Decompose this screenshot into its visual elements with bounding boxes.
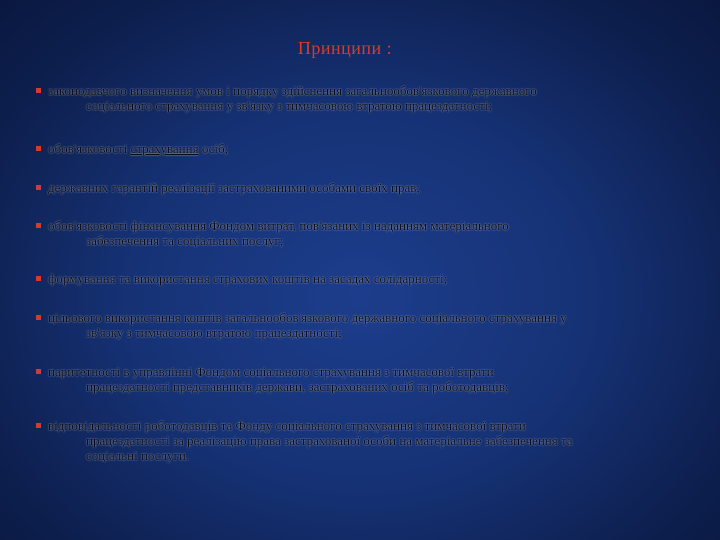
item-text-line1: законодавчого визначення умов і порядку здійснення загальнообов'язкового державного — [48, 83, 537, 98]
list-item — [36, 310, 688, 340]
list-item — [36, 364, 688, 394]
item-text-line3: соціальні послуги. — [86, 448, 190, 463]
item-text-line2: забезпечення та соціальних послуг; — [86, 233, 284, 248]
item-text-line2: працездатності за реалізацію права застрахованої особи на матеріальне забезпечення та — [86, 433, 573, 448]
bullet-icon — [36, 146, 41, 151]
bullet-icon — [36, 223, 41, 228]
item-text-line2: соціального страхування у зв'язку з тимчасовою втратою працездатності; — [86, 98, 493, 113]
bullet-icon — [36, 88, 41, 93]
item-text-line1: державних гарантій реалізації застрахованими особами своїх прав; — [48, 180, 420, 195]
list-item — [36, 83, 688, 113]
bullet-icon — [36, 185, 41, 190]
list-item — [36, 218, 688, 248]
list-item — [36, 271, 688, 286]
bullet-icon — [36, 369, 41, 374]
bullet-icon — [36, 315, 41, 320]
list-item — [36, 180, 688, 195]
item-text-line1: обов'язковості фінансування Фондом витрат, пов'язаних із наданням матеріального — [48, 218, 509, 233]
item-text-line1: паритетності в управлінні Фондом соціального страхування з тимчасової втрати — [48, 364, 494, 379]
item-text-line1: відповідальності роботодавців та Фонду соціального страхування з тимчасової втрати — [48, 418, 526, 433]
item-text-line1: формування та використання страхових коштів на засадах солідарності; — [48, 271, 448, 286]
item-text-line2: працездатності представників держави, застрахованих осіб та роботодавців; — [86, 379, 509, 394]
strakhuvannia-link[interactable]: страхування — [130, 141, 199, 156]
slide-title: Принципи : — [297, 38, 393, 58]
list-item — [36, 418, 688, 463]
bullet-icon — [36, 276, 41, 281]
bullet-icon — [36, 423, 41, 428]
item-text-before-link: обов'язковості — [48, 141, 131, 156]
item-text-after-link: осіб; — [198, 141, 229, 156]
item-text-line2: зв'язку з тимчасовою втратою працездатності; — [86, 325, 342, 340]
list-item — [36, 141, 688, 156]
item-text-line1: цільового використання коштів загальнообов'язкового державного соціального страхування у — [48, 310, 567, 325]
